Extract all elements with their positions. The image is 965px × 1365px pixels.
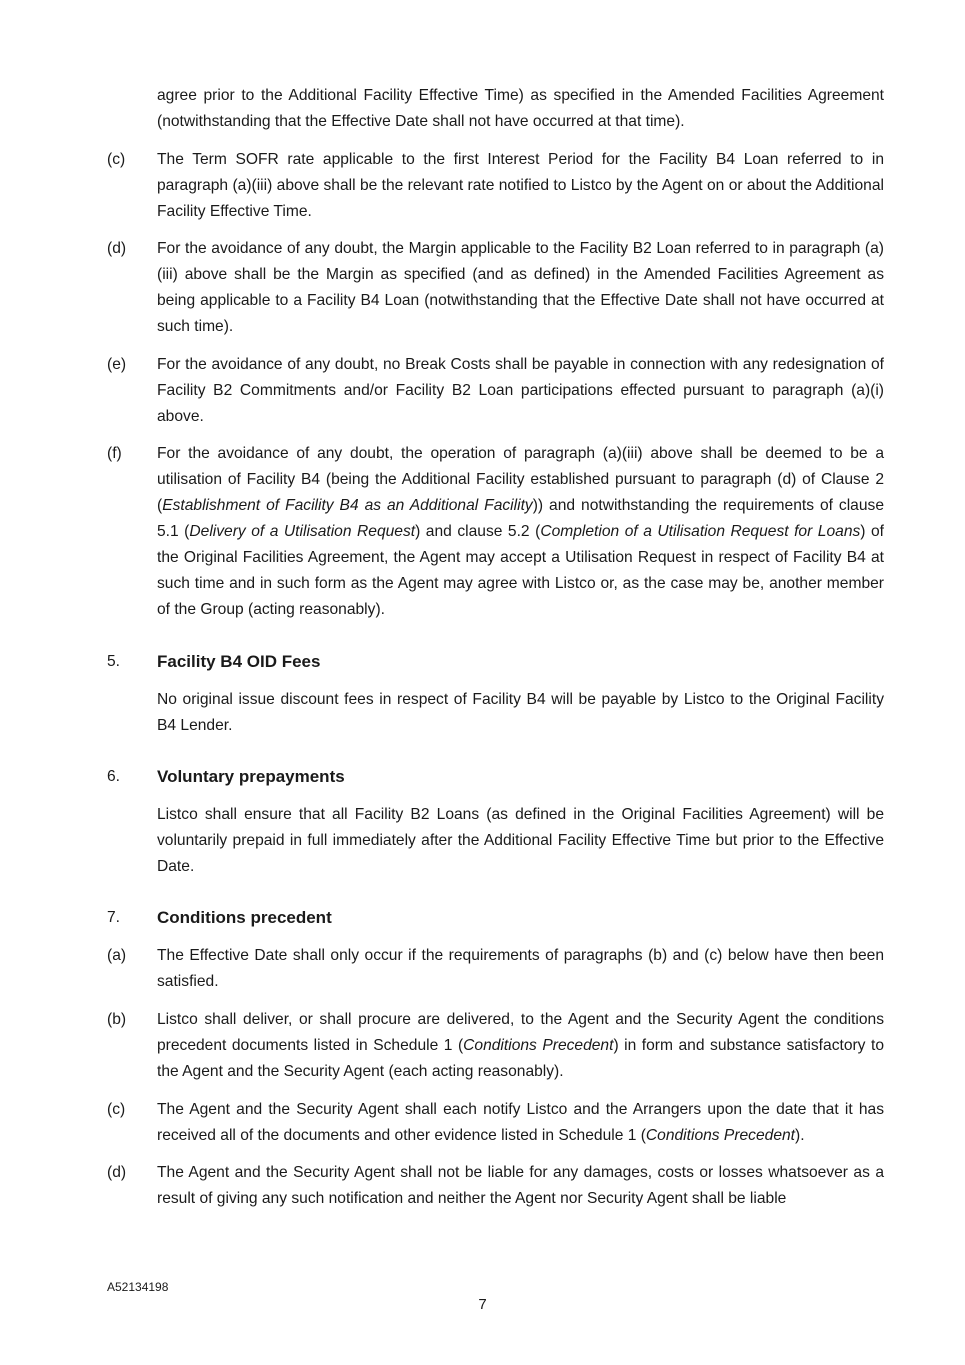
clause-4-para-f xyxy=(107,441,884,623)
clause-4-para-e xyxy=(107,352,884,430)
para-text: For the avoidance of any doubt, no Break Costs shall be payable in connection with any redesignation of Facility B2 Commitments and/or Facility B2 Loan participations effected pursuant to paragraph (a)(i) above. xyxy=(157,356,884,425)
clause-title: Voluntary prepayments xyxy=(157,767,345,786)
para-text: The Agent and the Security Agent shall each notify Listco and the Arrangers upon the date that it has received all of the documents and other evidence listed in Schedule 1 (Conditions Precedent). xyxy=(157,1101,884,1144)
para-text: Listco shall deliver, or shall procure are delivered, to the Agent and the Security Agent the conditions precedent documents listed in Schedule 1 (Conditions Precedent) in form and substance satisfactory to the Agent and the Security Agent (each acting reasonably). xyxy=(157,1011,884,1080)
clause-number: 7. xyxy=(107,909,121,926)
para-label: (a) xyxy=(107,947,127,964)
clause-4-para-c xyxy=(107,147,884,225)
clause-7-para-d xyxy=(107,1160,884,1212)
para-label: (c) xyxy=(107,1101,126,1118)
italic-reference: Establishment of Facility B4 as an Additional Facility xyxy=(162,497,533,514)
clause-5-body xyxy=(107,687,884,739)
clause-6-heading xyxy=(107,764,884,790)
clause-5-heading xyxy=(107,649,884,675)
para-label: (e) xyxy=(107,356,127,373)
clause-7-para-c xyxy=(107,1097,884,1149)
para-text: The Term SOFR rate applicable to the first Interest Period for the Facility B4 Loan referred to in paragraph (a)(iii) above shall be the relevant rate notified to Listco by the Agent on or about the Additional Facility Effective Time. xyxy=(157,151,884,220)
para-label: (d) xyxy=(107,240,127,257)
italic-reference: Delivery of a Utilisation Request xyxy=(189,523,416,540)
document-reference: A52134198 xyxy=(107,1280,169,1294)
italic-reference: Conditions Precedent xyxy=(645,1127,796,1144)
clause-number: 6. xyxy=(107,768,121,785)
clause-7-para-a xyxy=(107,943,884,995)
clause-text: No original issue discount fees in respect of Facility B4 will be payable by Listco to the Original Facility B4 Lender. xyxy=(157,691,884,734)
continuation-paragraph xyxy=(107,83,884,135)
para-label: (c) xyxy=(107,151,126,168)
clause-text: Listco shall ensure that all Facility B2 Loans (as defined in the Original Facilities Agreement) will be voluntarily prepaid in full immediately after the Additional Facility Effective Time but prior to the Effective Date. xyxy=(157,806,884,875)
italic-reference: Conditions Precedent xyxy=(463,1037,614,1054)
clause-7-para-b xyxy=(107,1007,884,1085)
para-text: The Agent and the Security Agent shall not be liable for any damages, costs or losses whatsoever as a result of giving any such notification and neither the Agent nor Security Agent shall be liable xyxy=(157,1164,884,1207)
clause-title: Conditions precedent xyxy=(157,908,332,927)
clause-4-para-d xyxy=(107,236,884,340)
para-text: For the avoidance of any doubt, the Margin applicable to the Facility B2 Loan referred to in paragraph (a)(iii) above shall be the Margin as specified (and as defined) in the Amended Facilities Agreement as being applicable to a Facility B4 Loan (notwithstanding that the Effective Date shall not have occurred at such time). xyxy=(157,240,884,335)
clause-7-heading xyxy=(107,905,884,931)
clause-number: 5. xyxy=(107,653,121,670)
page-number: 7 xyxy=(478,1296,487,1313)
para-label: (f) xyxy=(107,445,122,462)
para-text: The Effective Date shall only occur if the requirements of paragraphs (b) and (c) below have then been satisfied. xyxy=(157,947,884,990)
italic-reference: Completion of a Utilisation Request for Loans xyxy=(540,523,861,540)
clause-6-body xyxy=(107,802,884,880)
clause-title: Facility B4 OID Fees xyxy=(157,652,321,671)
para-text: For the avoidance of any doubt, the operation of paragraph (a)(iii) above shall be deemed to be a utilisation of Facility B4 (being the Additional Facility established pursuant to paragraph (d) of Clause 2 (Establishment of Facility B4 as an Additional Facility)) and notwithstanding the requirements of clause 5.1 (Delivery of a Utilisation Request) and clause 5.2 (Completion of a Utilisation Request for Loans) of the Original Facilities Agreement, the Agent may accept a Utilisation Request in respect of Facility B4 at such time and in such form as the Agent may agree with Listco or, as the case may be, another member of the Group (acting reasonably). xyxy=(157,445,885,618)
para-label: (d) xyxy=(107,1164,127,1181)
para-label: (b) xyxy=(107,1011,127,1028)
continuation-text: agree prior to the Additional Facility Effective Time) as specified in the Amended Facilities Agreement (notwithstanding that the Effective Date shall not have occurred at that time). xyxy=(157,87,884,130)
